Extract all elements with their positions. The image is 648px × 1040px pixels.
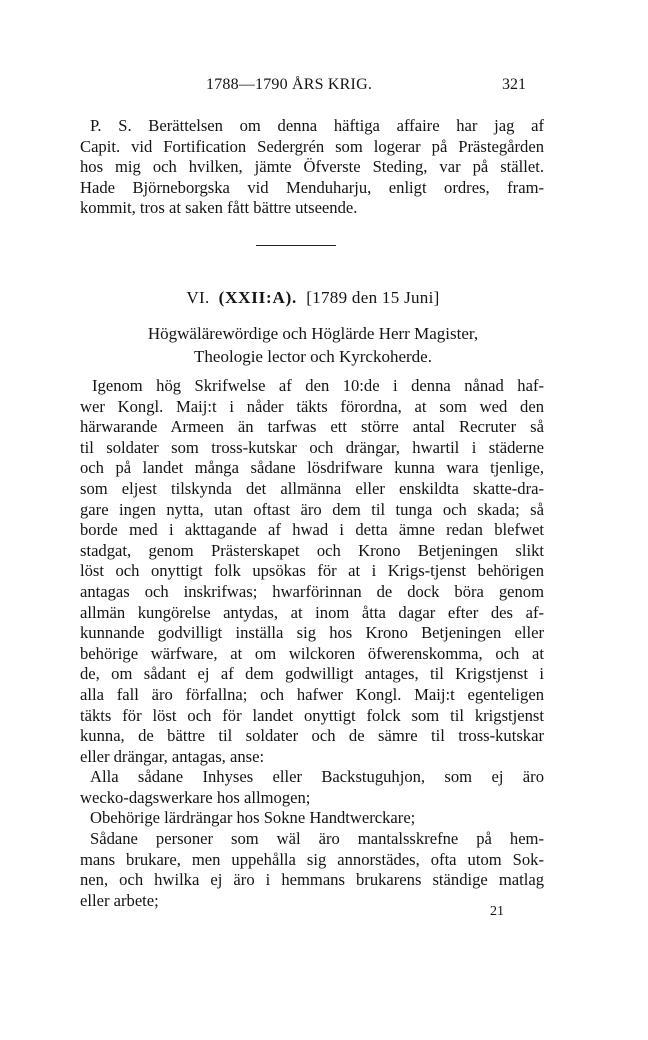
text-line: löst och onyttigt folk upsökas för at i Krigs-tjenst behörigen: [80, 561, 544, 581]
letter-body: [80, 376, 544, 911]
section-number: VI.: [186, 288, 210, 307]
text-line: kommit, tros at saken fått bättre utseende.: [80, 198, 358, 218]
text-line: och på landet många sådane lösdrifware kunna wara tjenlige,: [80, 458, 544, 478]
text-line: kunnande godvilligt inställa sig hos Krono Betjeningen eller: [80, 623, 544, 643]
text-line: Alla sådane Inhyses eller Backstuguhjon, som ej äro: [90, 767, 544, 787]
text-line: stadgat, genom Prästerskapet och Krono Betjeningen slikt: [80, 540, 544, 560]
text-line: til soldater som tross-kutskar och drängar, hwartil i städerne: [80, 437, 544, 457]
text-line: behörige wärfware, at om wilckoren öfwerenskomma, och at: [80, 643, 544, 663]
text-line: mans brukare, men uppehålla sig annorstädes, ofta utom Sok-: [80, 849, 544, 869]
printer-signature-mark: 21: [490, 904, 504, 919]
text-line: alla fall äro förfallna; och hafwer Kongl. Maij:t egenteligen: [80, 684, 544, 704]
page-number: 321: [502, 76, 526, 93]
text-line: wer Kongl. Maij:t i nåder täkts förordna, at som wed den: [80, 396, 544, 416]
text-line: som eljest tilskynda det allmänna eller enskildta skatte-dra-: [80, 478, 544, 498]
section-heading: [80, 288, 546, 308]
text-line: nen, och hwilka ej äro i hemmans brukarens ständige matlag: [80, 870, 544, 890]
text-line: täkts för löst och för landet onyttigt folck som til krigstjenst: [80, 705, 544, 725]
salutation-line-1: Högwälärewördige och Höglärde Herr Magister,: [147, 324, 479, 343]
text-line: Obehörige lärdrängar hos Sokne Handtwerckare;: [90, 808, 416, 828]
text-line: härwarande Armeen än tarfwas ett större antal Recruter så: [80, 417, 544, 437]
section-date: [1789 den 15 Juni]: [306, 288, 440, 307]
postscript-paragraph: [80, 116, 544, 219]
text-line: antagas och inskrifwas; hwarförinnan de dock böra genom: [80, 581, 544, 601]
page-header: [80, 76, 546, 100]
text-line: allmän kungörelse antydas, at inom åtta dagar efter des af-: [80, 602, 544, 622]
section-divider: [256, 245, 336, 246]
text-line: eller arbete;: [80, 890, 159, 910]
text-line: Capit. vid Fortification Sedergrén som logerar på Prästegården: [80, 136, 544, 156]
text-line: de, om sådant ej af dem godwilligt antages, til Krigstjenst i: [80, 664, 544, 684]
text-line: Igenom hög Skrifwelse af den 10:de i denna nånad haf-: [92, 376, 544, 395]
text-line: kunna, de bättre til soldater och de sämre til tross-kutskar: [80, 726, 544, 746]
text-line: borde med i akttagande af hwad i detta ämne redan blefwet: [80, 520, 544, 540]
text-line: Sådane personer som wäl äro mantalsskrefne på hem-: [90, 829, 544, 849]
text-line: Hade Björneborgska vid Menduharju, enligt ordres, fram-: [80, 177, 544, 197]
section-code: (XXII:A).: [218, 288, 298, 307]
text-line: gare ingen nytta, utan oftast äro dem til tunga och skada; så: [80, 499, 544, 519]
text-line: P. S. Berättelsen om denna häftiga affaire har jag af: [90, 116, 544, 135]
text-line: hos mig och hvilken, jämte Öfverste Steding, var på stället.: [80, 157, 544, 177]
salutation-line-2: Theologie lector och Kyrckoherde.: [194, 347, 432, 366]
running-title: 1788—1790 ÅRS KRIG.: [206, 76, 373, 93]
text-line: eller drängar, antagas, anse:: [80, 746, 265, 766]
text-line: wecko-dagswerkare hos allmogen;: [80, 787, 311, 807]
